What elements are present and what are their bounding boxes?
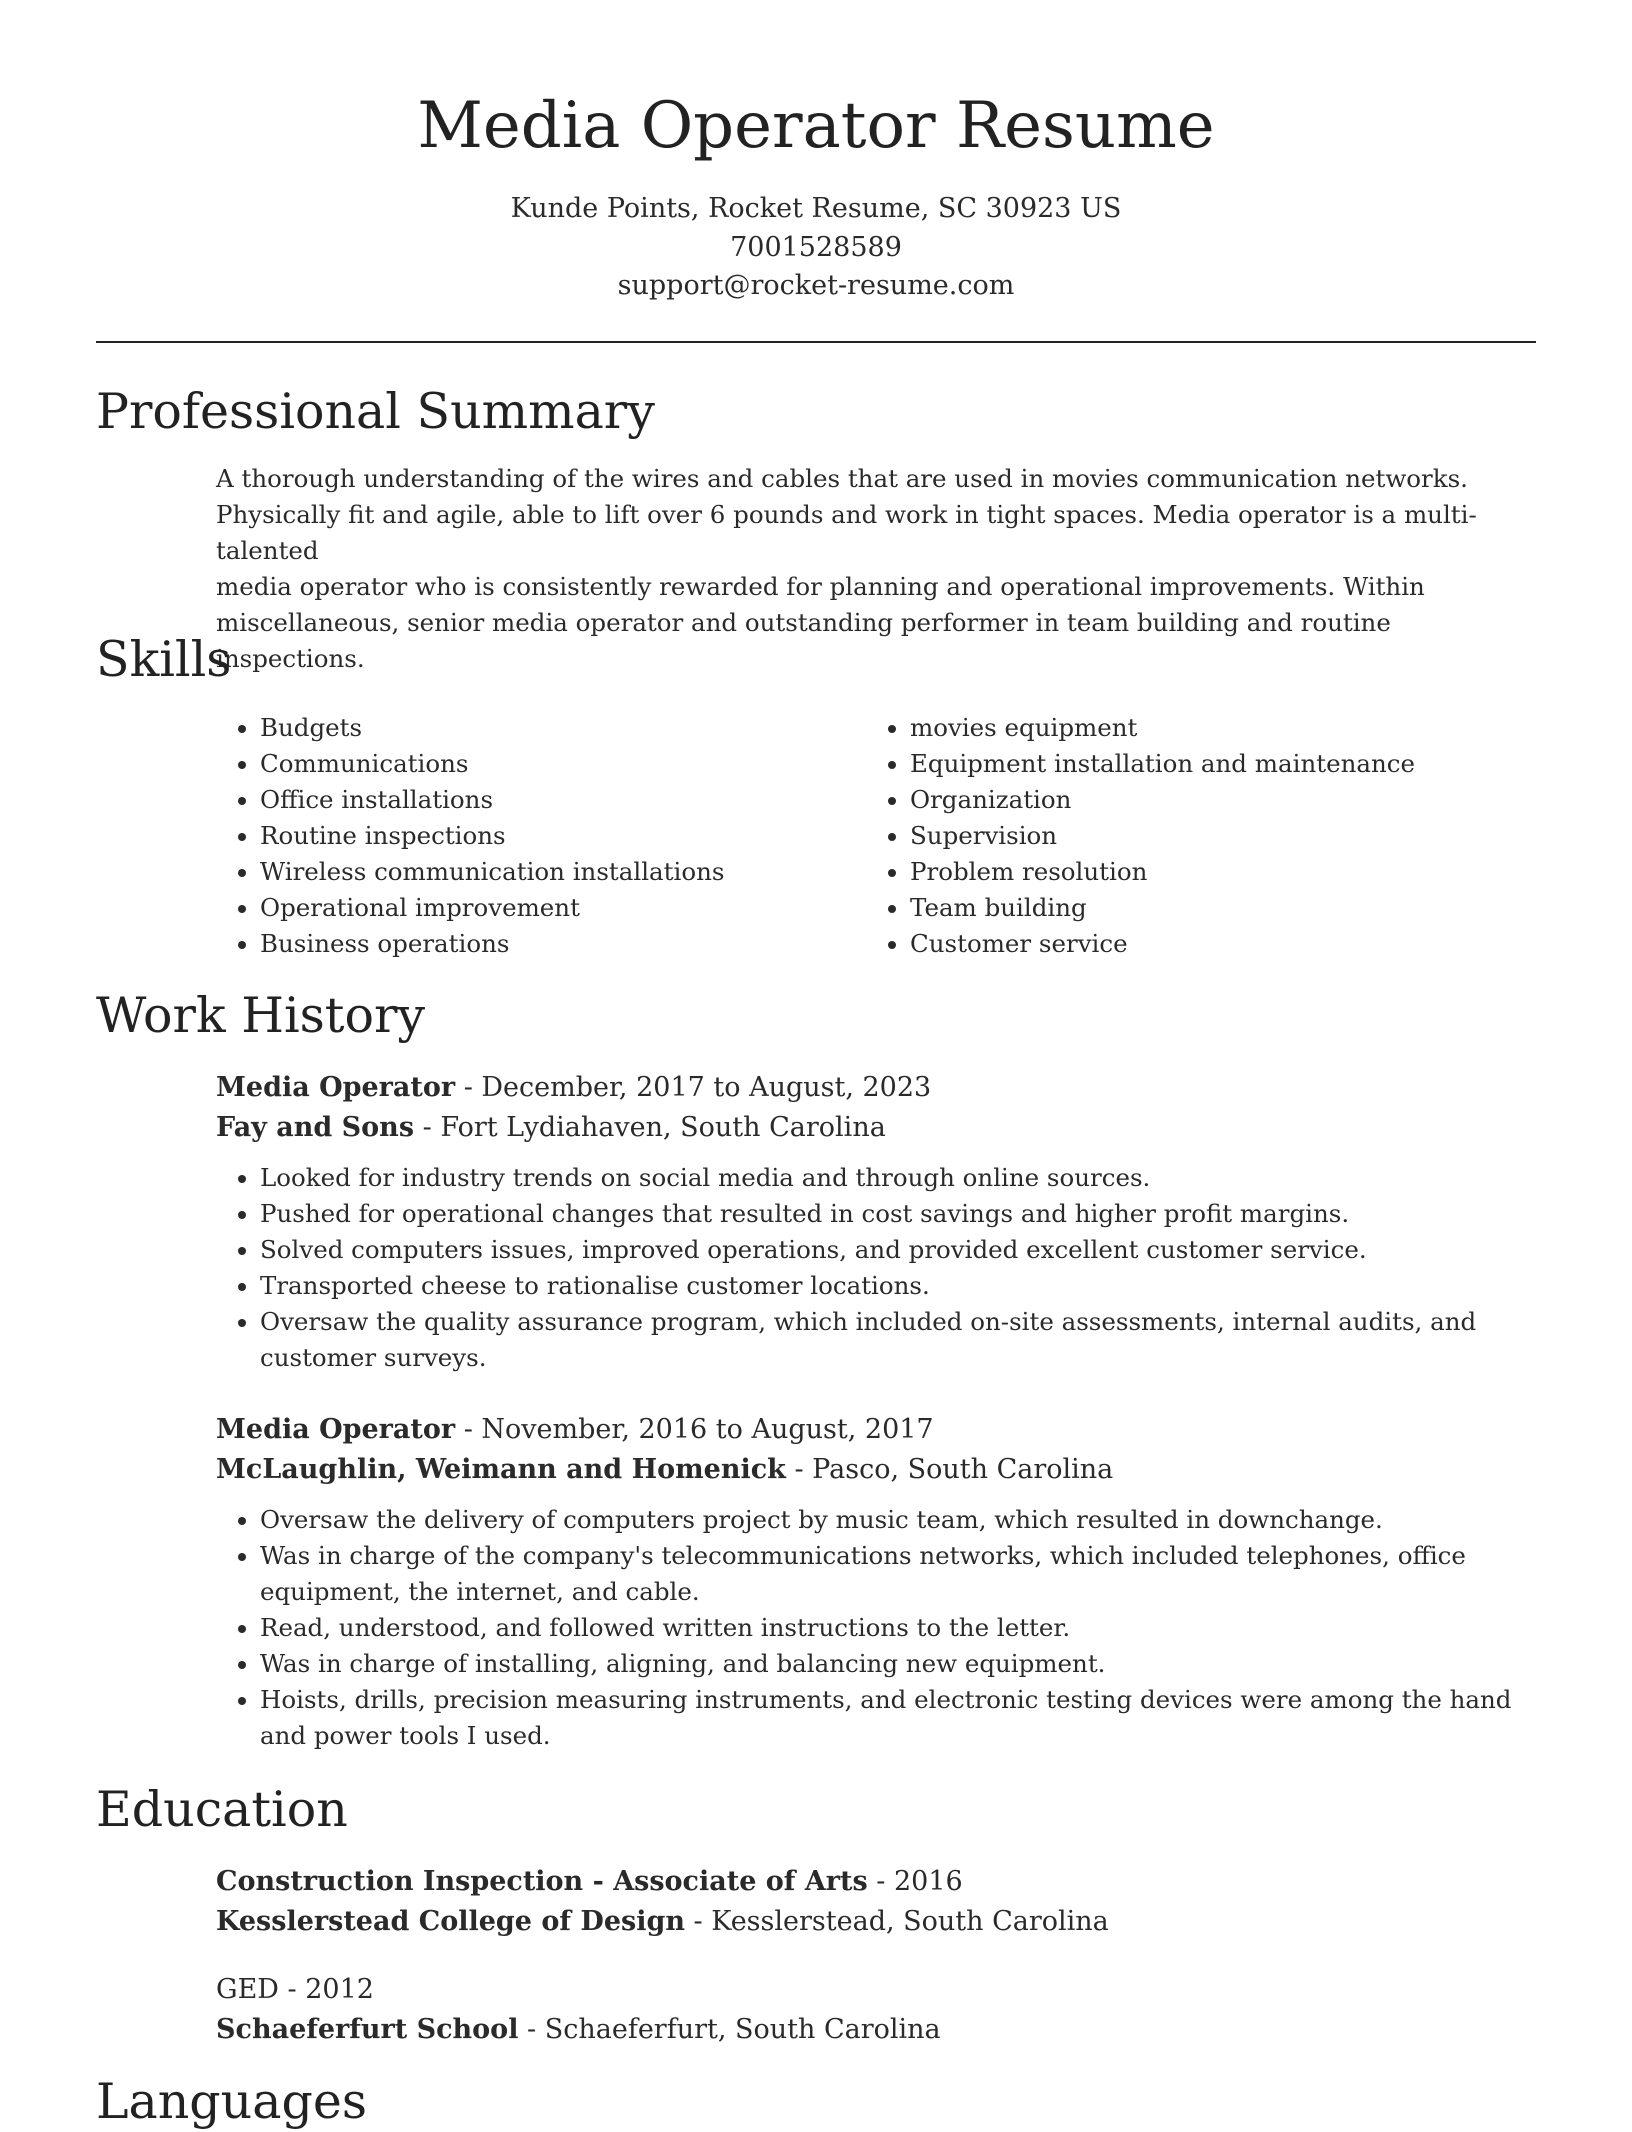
skill-item: • Team building <box>910 890 1506 926</box>
summary-line: miscellaneous, senior media operator and outstanding performer in team building and routine inspections. <box>216 608 1391 673</box>
degree: GED <box>216 1974 279 2005</box>
degree-year: - 2012 <box>278 1974 374 2005</box>
summary-heading: Professional Summary <box>96 383 655 440</box>
skill-item: • Budgets <box>260 710 856 746</box>
job-entry <box>216 1410 1536 1754</box>
job-location: - Pasco, South Carolina <box>785 1454 1114 1485</box>
job-bullet: • Hoists, drills, precision measuring instruments, and electronic testing devices were among the hand and power tools I used. <box>260 1682 1536 1754</box>
job-bullet: • Pushed for operational changes that resulted in cost savings and higher profit margins. <box>260 1196 1536 1232</box>
skill-item: • Operational improvement <box>260 890 856 926</box>
education-heading: Education <box>96 1781 348 1838</box>
page-title: Media Operator Resume <box>417 89 1215 163</box>
skill-item: • Organization <box>910 782 1506 818</box>
skill-item: • Customer service <box>910 926 1506 962</box>
skills-column-left <box>216 710 856 962</box>
skill-item: • Equipment installation and maintenance <box>910 746 1506 782</box>
job-title-line <box>216 1068 1536 1108</box>
job-company-line <box>216 1108 1536 1148</box>
skill-item: • Supervision <box>910 818 1506 854</box>
skill-item: • Business operations <box>260 926 856 962</box>
job-entry <box>216 1068 1536 1376</box>
summary-line: media operator who is consistently rewarded for planning and operational improvements. Within <box>216 572 1425 601</box>
degree: Construction Inspection - Associate of Arts <box>216 1866 868 1897</box>
summary-text <box>216 461 1536 677</box>
skill-item: • Problem resolution <box>910 854 1506 890</box>
skill-item: • Communications <box>260 746 856 782</box>
summary-line: A thorough understanding of the wires and cables that are used in movies communication networks. <box>216 464 1468 493</box>
job-dates: - December, 2017 to August, 2023 <box>455 1072 932 1103</box>
job-company: Fay and Sons <box>216 1112 415 1143</box>
school-line <box>216 1902 1536 1942</box>
job-bullet: • Oversaw the delivery of computers project by music team, which resulted in downchange. <box>260 1502 1536 1538</box>
contact-phone: 7001528589 <box>730 232 902 263</box>
job-bullets <box>216 1160 1536 1376</box>
contact-email: support@rocket-resume.com <box>617 270 1015 301</box>
skills-column-right <box>866 710 1506 962</box>
skill-item: • movies equipment <box>910 710 1506 746</box>
education-entry <box>216 1970 1536 2050</box>
header-divider <box>96 341 1536 343</box>
skill-item: • Office installations <box>260 782 856 818</box>
job-location: - Fort Lydiahaven, South Carolina <box>414 1112 886 1143</box>
job-bullet: • Was in charge of the company's telecommunications networks, which included telephones, office equipment, the internet, and cable. <box>260 1538 1536 1610</box>
languages-heading: Languages <box>96 2073 367 2130</box>
school: Kesslerstead College of Design <box>216 1906 685 1937</box>
school: Schaeferfurt School <box>216 2014 519 2045</box>
job-company: McLaughlin, Weimann and Homenick <box>216 1454 786 1485</box>
job-bullet: • Solved computers issues, improved operations, and provided excellent customer service. <box>260 1232 1536 1268</box>
work-history-heading: Work History <box>96 987 426 1044</box>
job-bullet: • Looked for industry trends on social media and through online sources. <box>260 1160 1536 1196</box>
job-bullet: • Read, understood, and followed written instructions to the letter. <box>260 1610 1536 1646</box>
degree-year: - 2016 <box>867 1866 963 1897</box>
skills-heading: Skills <box>96 631 232 688</box>
job-bullets <box>216 1502 1536 1754</box>
contact-address: Kunde Points, Rocket Resume, SC 30923 US <box>510 193 1122 224</box>
school-line <box>216 2010 1536 2050</box>
job-bullet: • Was in charge of installing, aligning, and balancing new equipment. <box>260 1646 1536 1682</box>
job-company-line <box>216 1450 1536 1490</box>
school-location: - Schaeferfurt, South Carolina <box>518 2014 941 2045</box>
skill-item: • Wireless communication installations <box>260 854 856 890</box>
degree-line <box>216 1970 1536 2010</box>
school-location: - Kesslerstead, South Carolina <box>684 1906 1109 1937</box>
job-dates: - November, 2016 to August, 2017 <box>455 1414 934 1445</box>
job-title-line <box>216 1410 1536 1450</box>
skill-item: • Routine inspections <box>260 818 856 854</box>
education-entry <box>216 1862 1536 1942</box>
job-title: Media Operator <box>216 1072 456 1103</box>
job-title: Media Operator <box>216 1414 456 1445</box>
job-bullet: • Transported cheese to rationalise customer locations. <box>260 1268 1536 1304</box>
degree-line <box>216 1862 1536 1902</box>
job-bullet: • Oversaw the quality assurance program, which included on-site assessments, internal audits, and customer surveys. <box>260 1304 1536 1376</box>
summary-line: Physically fit and agile, able to lift over 6 pounds and work in tight spaces. Media operator is a multi-talented <box>216 500 1477 565</box>
